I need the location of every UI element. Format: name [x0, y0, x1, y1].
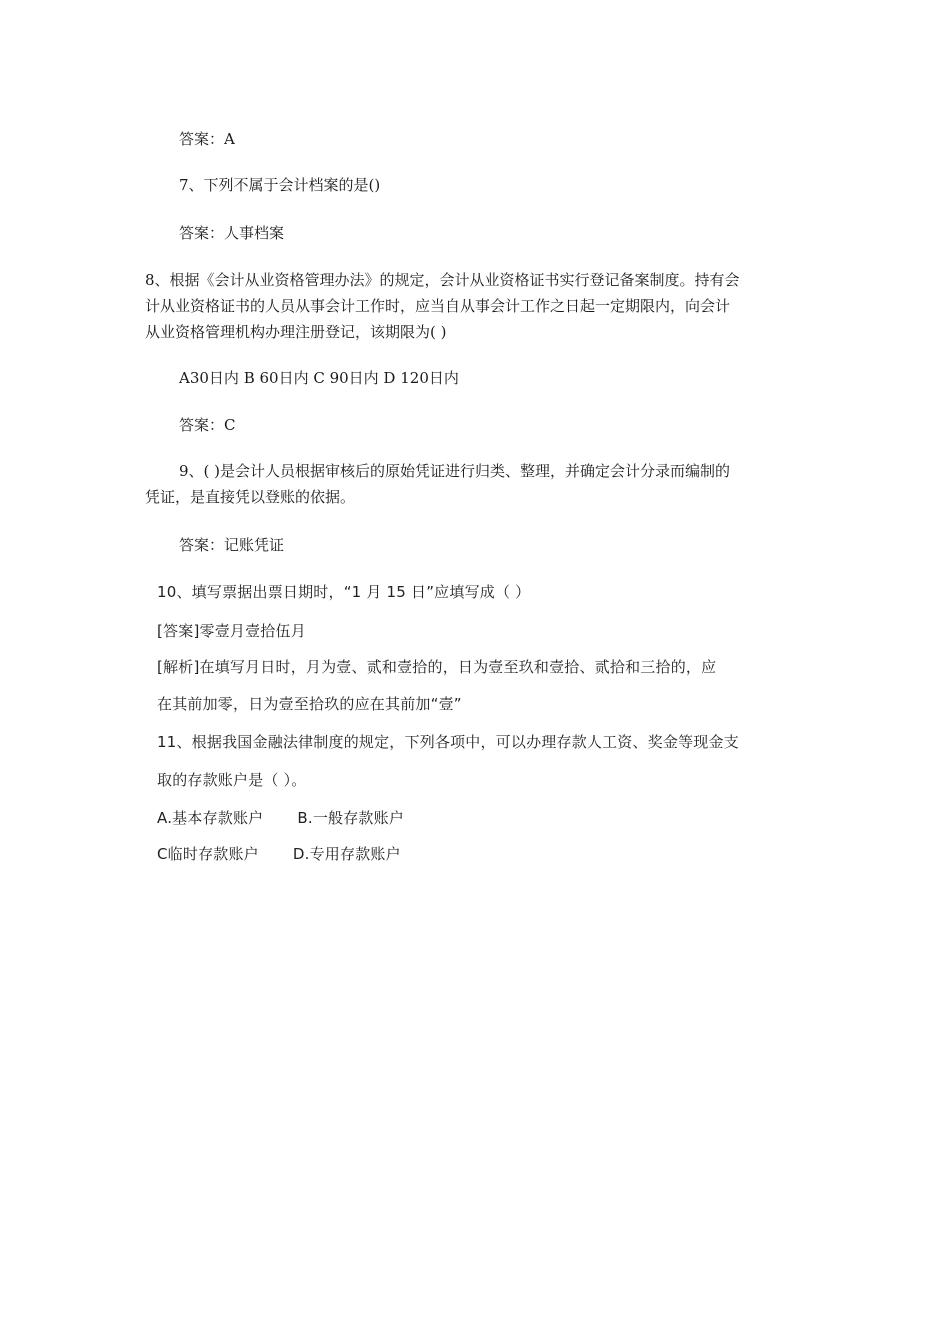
q11-option-b: B.一般存款账户: [297, 809, 405, 827]
q7-question: 7、下列不属于会计档案的是(): [179, 176, 381, 194]
q8-options: A30日内 B 60日内 C 90日内 D 120日内: [179, 369, 459, 387]
q11-question-line-1: 11、根据我国金融法律制度的规定，下列各项中，可以办理存款人工资、奖金等现金支: [157, 733, 739, 751]
q10-answer: [答案]零壹月壹拾伍月: [157, 622, 306, 640]
q9-question-line-1: 9、( )是会计人员根据审核后的原始凭证进行归类、整理，并确定会计分录而编制的: [179, 462, 731, 480]
q10-analysis-line-2: 在其前加零，日为壹至拾玖的应在其前加“壹”: [157, 695, 462, 713]
q8-answer: 答案：C: [179, 416, 236, 434]
q11-question-line-2: 取的存款账户是（ ）。: [157, 771, 307, 789]
q7-answer: 答案：人事档案: [179, 224, 285, 242]
q11-option-c: C临时存款账户: [157, 845, 259, 863]
q8-question-line-3: 从业资格管理机构办理注册登记，该期限为( ): [145, 323, 447, 341]
q11-options-row-1: [157, 808, 404, 828]
q8-question-line-2: 计从业资格证书的人员从事会计工作时，应当自从事会计工作之日起一定期限内，向会计: [145, 297, 731, 315]
q6-answer: 答案：A: [179, 130, 235, 148]
q9-question-line-2: 凭证，是直接凭以登账的依据。: [145, 488, 356, 506]
q8-question-line-1: 8、根据《会计从业资格管理办法》的规定，会计从业资格证书实行登记备案制度。持有会: [145, 271, 740, 289]
q11-option-d: D.专用存款账户: [292, 845, 401, 863]
q9-answer: 答案：记账凭证: [179, 536, 285, 554]
q10-question: 10、填写票据出票日期时，“1 月 15 日”应填写成（ ）: [157, 583, 531, 601]
q11-option-a: A.基本存款账户: [157, 809, 264, 827]
q11-options-row-2: [157, 844, 401, 864]
q10-analysis-line-1: [解析]在填写月日时，月为壹、贰和壹拾的，日为壹至玖和壹拾、贰拾和三拾的，应: [157, 658, 717, 676]
